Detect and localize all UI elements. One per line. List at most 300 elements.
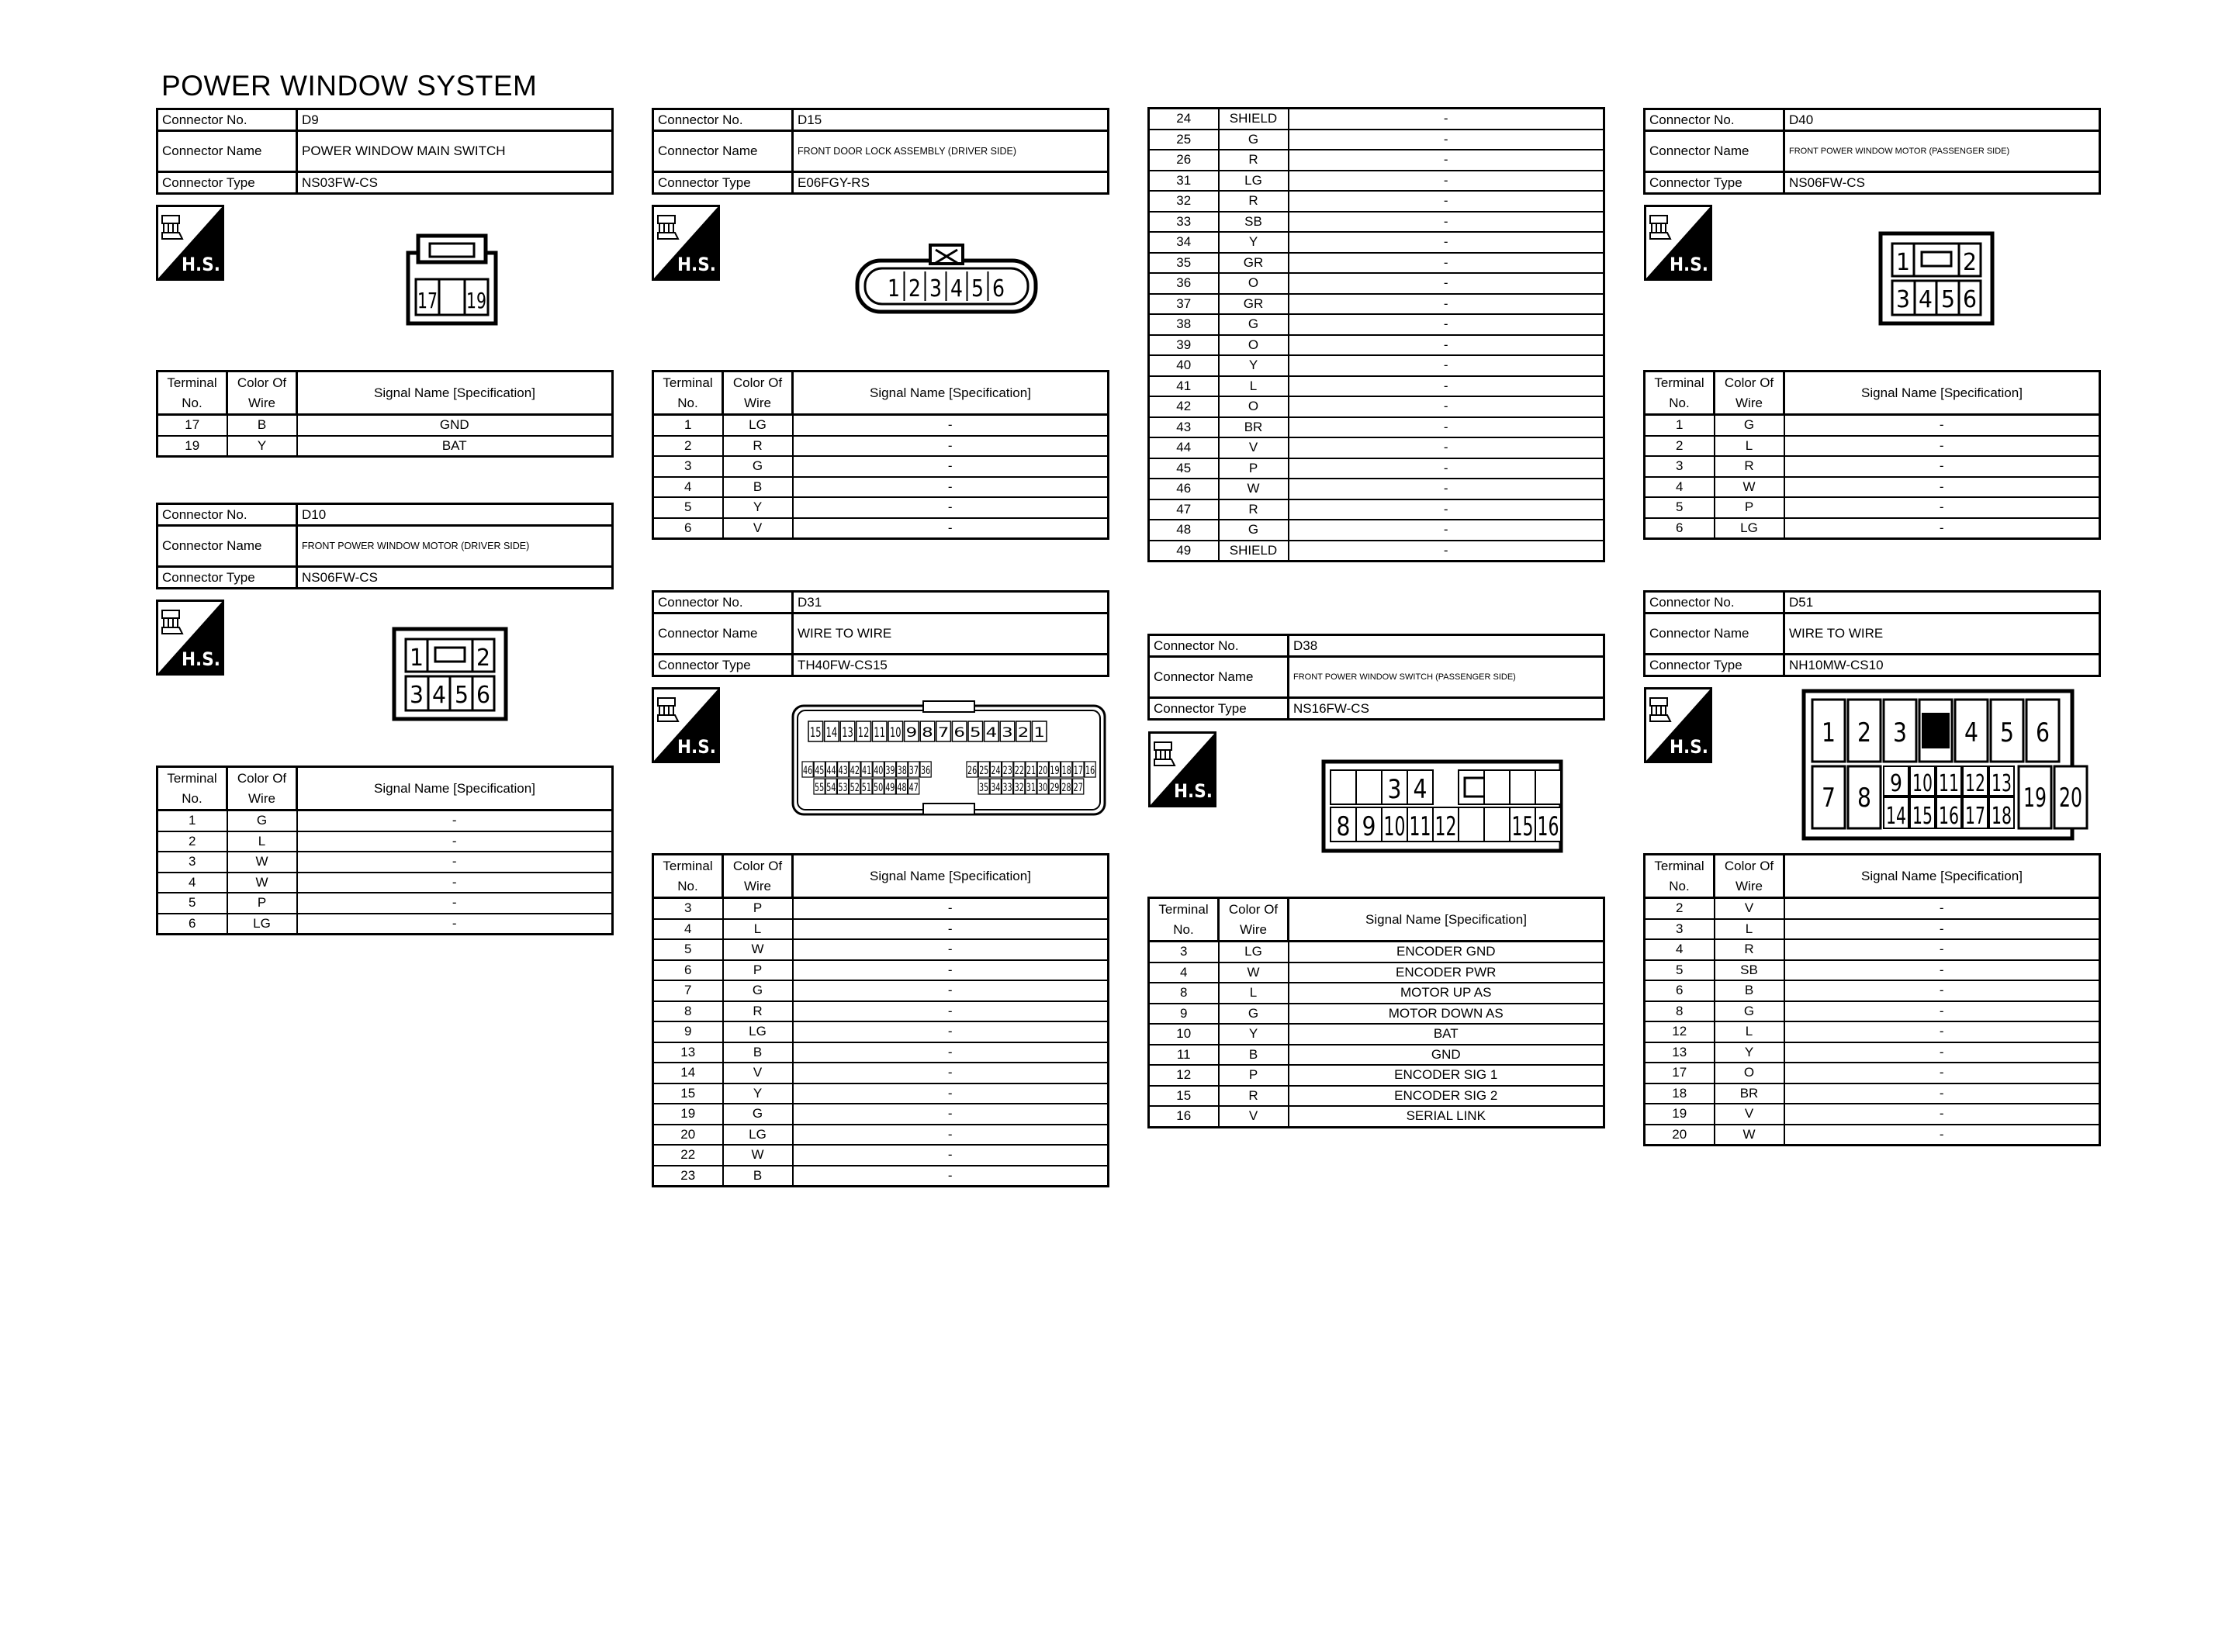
harness-side-icon: [652, 687, 720, 763]
pin-label: 50: [874, 782, 884, 794]
connector-type-value: NH10MW-CS10: [1784, 655, 2100, 676]
signal-name-cell: -: [297, 893, 613, 914]
label-connector-no: Connector No.: [1149, 635, 1289, 657]
terminal-row: [1149, 212, 1604, 233]
signal-name-cell: -: [1289, 417, 1604, 438]
terminal-no-cell: 9: [1149, 1004, 1219, 1025]
terminal-no-cell: 34: [1149, 232, 1219, 253]
terminal-no-cell: 49: [1149, 541, 1219, 562]
pin-label: 16: [1085, 765, 1095, 777]
wire-color-cell: G: [1219, 520, 1289, 541]
label-connector-name: Connector Name: [653, 131, 793, 172]
terminal-row: [1149, 232, 1604, 253]
terminal-no-cell: 37: [1149, 294, 1219, 315]
terminal-row: [653, 960, 1109, 981]
pin-label: 3: [1387, 774, 1402, 805]
terminal-row: [1645, 898, 2100, 919]
terminal-no-cell: 4: [157, 873, 227, 893]
terminal-no-cell: 19: [157, 436, 227, 457]
wire-color-cell: W: [723, 939, 793, 960]
terminal-no-cell: 47: [1149, 499, 1219, 520]
terminal-no-cell: 3: [1645, 919, 1715, 940]
wire-color-cell: SB: [1715, 960, 1784, 981]
signal-name-cell: -: [1784, 518, 2100, 539]
terminal-no-cell: 5: [1645, 960, 1715, 981]
pin-label: 6: [2036, 717, 2050, 748]
signal-name-cell: -: [1784, 436, 2100, 457]
wire-color-cell: O: [1219, 335, 1289, 356]
pin-label: 4: [985, 725, 998, 741]
pin-label: 9: [1890, 770, 1902, 797]
pin-label: 13: [1992, 770, 2012, 797]
pin-label: 3: [929, 275, 942, 302]
wire-color-cell: L: [1219, 376, 1289, 397]
terminal-no-cell: 1: [1645, 415, 1715, 436]
terminal-row: [1645, 1021, 2100, 1042]
terminal-no-cell: 10: [1149, 1024, 1219, 1045]
hs-label: H.S.: [1173, 780, 1213, 802]
terminal-row: [1645, 1063, 2100, 1083]
d10-connector-face-diagram: [392, 627, 508, 721]
connector-no-value: D10: [297, 504, 613, 526]
terminal-row: [1149, 437, 1604, 458]
terminal-row: [1149, 150, 1604, 171]
terminal-no-cell: 23: [653, 1166, 723, 1187]
pin-label: 7: [937, 725, 950, 741]
wire-color-cell: P: [227, 893, 297, 914]
wire-color-cell: L: [1715, 436, 1784, 457]
terminal-row: [1149, 335, 1604, 356]
label-connector-type: Connector Type: [653, 655, 793, 676]
signal-name-cell: -: [1289, 376, 1604, 397]
signal-name-cell: -: [1784, 1104, 2100, 1125]
wire-color-header: Color Of Wire: [723, 855, 793, 898]
signal-name-cell: -: [793, 1104, 1109, 1125]
terminal-no-cell: 12: [1645, 1021, 1715, 1042]
pin-label: 11: [1409, 811, 1431, 842]
connector-no-value: D40: [1784, 109, 2100, 131]
harness-side-icon: [1644, 205, 1712, 281]
terminal-row: [1149, 520, 1604, 541]
wire-color-cell: W: [227, 873, 297, 893]
wire-color-cell: V: [1219, 437, 1289, 458]
pin-label: 9: [1362, 811, 1376, 842]
signal-name-cell: -: [793, 1166, 1109, 1187]
pin-label: 8: [922, 725, 933, 741]
signal-name-cell: -: [1289, 499, 1604, 520]
wire-color-cell: P: [1219, 1065, 1289, 1086]
pin-label: 43: [838, 765, 848, 777]
wire-color-cell: W: [1715, 477, 1784, 498]
pin-label: 45: [815, 765, 825, 777]
terminal-no-cell: 5: [653, 939, 723, 960]
terminal-no-cell: 1: [653, 415, 723, 436]
signal-name-cell: -: [793, 980, 1109, 1001]
pin-label: 16: [1537, 811, 1559, 842]
signal-name-cell: ENCODER SIG 2: [1289, 1086, 1604, 1107]
pin-label: 3: [1002, 725, 1013, 741]
terminal-row: [653, 1001, 1109, 1022]
terminal-no-cell: 15: [653, 1083, 723, 1104]
connector-no-value: D9: [297, 109, 613, 131]
pin-cavity: [1484, 807, 1510, 842]
pin-label: 2: [908, 275, 921, 302]
terminal-row: [1149, 458, 1604, 479]
pin-label: 26: [967, 765, 978, 777]
pin-label: 44: [826, 765, 836, 777]
pin-label: 3: [1896, 286, 1910, 313]
terminal-row: [1645, 518, 2100, 539]
pin-label: 14: [825, 725, 838, 741]
terminal-row: [1149, 417, 1604, 438]
terminal-no-cell: 36: [1149, 273, 1219, 294]
wire-color-cell: R: [1219, 1086, 1289, 1107]
terminal-row: [1645, 1001, 2100, 1022]
label-connector-type: Connector Type: [1645, 172, 1784, 194]
terminal-no-cell: 8: [1149, 983, 1219, 1004]
terminal-no-cell: 19: [1645, 1104, 1715, 1125]
terminal-row: [653, 456, 1109, 477]
terminal-row: [1645, 477, 2100, 498]
d9-terminal-table: [156, 370, 614, 458]
terminal-no-cell: 20: [1645, 1125, 1715, 1146]
signal-name-cell: -: [793, 456, 1109, 477]
terminal-row: [1149, 963, 1604, 983]
terminal-no-cell: 26: [1149, 150, 1219, 171]
terminal-no-header: Terminal No.: [1149, 898, 1219, 942]
pin-label: 23: [1002, 765, 1012, 777]
wire-color-cell: R: [1715, 456, 1784, 477]
pin-label: 30: [1038, 782, 1048, 794]
harness-side-icon: [1148, 731, 1216, 807]
pin-label: 8: [1857, 783, 1871, 814]
signal-name-cell: -: [1289, 314, 1604, 335]
wire-color-cell: BR: [1715, 1083, 1784, 1104]
wire-color-cell: Y: [1219, 232, 1289, 253]
terminal-row: [1645, 939, 2100, 960]
terminal-no-cell: 6: [1645, 518, 1715, 539]
pin-label: 51: [861, 782, 871, 794]
terminal-row: [1149, 355, 1604, 376]
terminal-no-cell: 17: [1645, 1063, 1715, 1083]
pin-label: 29: [1050, 782, 1060, 794]
terminal-no-cell: 2: [157, 831, 227, 852]
terminal-row: [1149, 1045, 1604, 1066]
signal-name-cell: -: [1289, 335, 1604, 356]
signal-name-cell: -: [297, 831, 613, 852]
pin-label: 14: [1886, 803, 1906, 830]
wire-color-header: Color Of Wire: [1715, 372, 1784, 415]
connector-name-value: FRONT DOOR LOCK ASSEMBLY (DRIVER SIDE): [793, 131, 1109, 172]
terminal-no-cell: 44: [1149, 437, 1219, 458]
signal-name-cell: -: [793, 1063, 1109, 1083]
signal-name-cell: -: [1784, 919, 2100, 940]
terminal-no-header: Terminal No.: [157, 372, 227, 415]
pin-label: 6: [953, 725, 965, 741]
connector-name-value: FRONT POWER WINDOW MOTOR (DRIVER SIDE): [297, 526, 613, 567]
terminal-no-header: Terminal No.: [1645, 372, 1715, 415]
terminal-no-cell: 3: [653, 456, 723, 477]
wire-color-cell: W: [1219, 963, 1289, 983]
label-connector-type: Connector Type: [1149, 698, 1289, 720]
wire-color-cell: SB: [1219, 212, 1289, 233]
wire-color-cell: R: [1219, 191, 1289, 212]
terminal-no-cell: 24: [1149, 109, 1219, 130]
terminal-row: [157, 831, 613, 852]
connector-name-value: WIRE TO WIRE: [793, 613, 1109, 655]
terminal-no-cell: 3: [1149, 942, 1219, 963]
wire-color-cell: LG: [723, 1125, 793, 1146]
terminal-no-cell: 38: [1149, 314, 1219, 335]
wire-color-cell: V: [1715, 1104, 1784, 1125]
signal-name-cell: -: [1784, 980, 2100, 1001]
hs-label: H.S.: [181, 648, 221, 670]
signal-name-cell: ENCODER PWR: [1289, 963, 1604, 983]
terminal-no-header: Terminal No.: [653, 372, 723, 415]
terminal-no-cell: 4: [1149, 963, 1219, 983]
terminal-no-cell: 43: [1149, 417, 1219, 438]
wire-color-cell: LG: [227, 914, 297, 935]
signal-name-cell: -: [793, 436, 1109, 457]
terminal-no-cell: 5: [1645, 497, 1715, 518]
pin-label: 17: [1965, 803, 1985, 830]
pin-label: 24: [991, 765, 1001, 777]
wire-color-cell: B: [1715, 980, 1784, 1001]
pin-cavity: [1922, 252, 1951, 266]
d51-header: [1643, 590, 2101, 677]
pin-label: 5: [971, 275, 984, 302]
label-connector-type: Connector Type: [653, 172, 793, 194]
wire-color-cell: LG: [1219, 942, 1289, 963]
signal-name-header: Signal Name [Specification]: [297, 372, 613, 415]
pin-label: 2: [476, 645, 490, 672]
pin-label: 48: [897, 782, 907, 794]
wire-color-cell: SHIELD: [1219, 109, 1289, 130]
terminal-row: [1149, 294, 1604, 315]
wire-color-cell: G: [1715, 1001, 1784, 1022]
terminal-row: [653, 436, 1109, 457]
wire-color-cell: V: [723, 1063, 793, 1083]
pin-cavity: [1484, 770, 1510, 804]
terminal-row: [1645, 919, 2100, 940]
pin-label: 20: [1038, 765, 1048, 777]
wire-color-cell: O: [1715, 1063, 1784, 1083]
pin-label: 2: [1857, 717, 1871, 748]
terminal-row: [1149, 541, 1604, 562]
d15-terminal-table: [652, 370, 1109, 540]
wire-color-cell: O: [1219, 273, 1289, 294]
terminal-row: [157, 415, 613, 436]
terminal-row: [1149, 499, 1604, 520]
pin-label: 2: [1017, 725, 1030, 741]
terminal-row: [1149, 942, 1604, 963]
signal-name-cell: -: [1289, 109, 1604, 130]
terminal-row: [1645, 1042, 2100, 1063]
wire-color-cell: W: [1219, 479, 1289, 499]
wire-color-cell: V: [723, 518, 793, 539]
wire-color-cell: Y: [1715, 1042, 1784, 1063]
signal-name-header: Signal Name [Specification]: [297, 767, 613, 810]
pin-label: 19: [1050, 765, 1060, 777]
terminal-no-cell: 25: [1149, 130, 1219, 150]
terminal-row: [653, 980, 1109, 1001]
signal-name-cell: -: [1784, 1021, 2100, 1042]
wire-color-cell: SHIELD: [1219, 541, 1289, 562]
terminal-row: [1645, 436, 2100, 457]
pin-label: 6: [476, 682, 490, 709]
signal-name-cell: SERIAL LINK: [1289, 1106, 1604, 1127]
signal-name-cell: -: [297, 914, 613, 935]
wire-color-cell: B: [1219, 1045, 1289, 1066]
pin-label: 37: [908, 765, 919, 777]
terminal-row: [653, 477, 1109, 498]
pin-label: 3: [1893, 717, 1907, 748]
pin-label: 22: [1014, 765, 1024, 777]
signal-name-cell: -: [1784, 1063, 2100, 1083]
terminal-no-cell: 1: [157, 810, 227, 831]
pin-cavity: [1510, 770, 1535, 804]
terminal-row: [653, 939, 1109, 960]
wire-color-cell: R: [1219, 499, 1289, 520]
wire-color-cell: G: [1219, 314, 1289, 335]
pin-label: 17: [1073, 765, 1083, 777]
pin-label: 1: [1033, 725, 1045, 741]
wire-color-cell: GR: [1219, 294, 1289, 315]
terminal-row: [1149, 376, 1604, 397]
connector-name-value: FRONT POWER WINDOW MOTOR (PASSENGER SIDE): [1784, 131, 2100, 172]
pin-label: 11: [1939, 770, 1959, 797]
pin-cavity: [1356, 770, 1382, 804]
terminal-no-header: Terminal No.: [1645, 855, 1715, 898]
pin-label: 2: [1963, 249, 1977, 276]
terminal-no-cell: 4: [653, 477, 723, 498]
signal-name-header: Signal Name [Specification]: [793, 372, 1109, 415]
label-connector-no: Connector No.: [653, 592, 793, 613]
terminal-no-cell: 3: [653, 898, 723, 919]
pin-label: 4: [1413, 774, 1427, 805]
pin-label: 53: [838, 782, 848, 794]
label-connector-type: Connector Type: [157, 567, 297, 589]
pin-label: 5: [455, 682, 469, 709]
signal-name-cell: -: [793, 1083, 1109, 1104]
pin-label: 32: [1014, 782, 1024, 794]
label-connector-name: Connector Name: [157, 131, 297, 172]
pin-label: 17: [417, 288, 438, 313]
terminal-row: [653, 919, 1109, 940]
pin-label: 12: [1965, 770, 1985, 797]
terminal-row: [157, 810, 613, 831]
pin-label: 5: [2000, 717, 2014, 748]
wire-color-cell: G: [723, 1104, 793, 1125]
d10-header: [156, 503, 614, 589]
signal-name-cell: -: [1289, 458, 1604, 479]
terminal-no-cell: 42: [1149, 396, 1219, 417]
terminal-no-cell: 41: [1149, 376, 1219, 397]
terminal-no-cell: 31: [1149, 171, 1219, 192]
pin-label: 34: [991, 782, 1001, 794]
signal-name-cell: -: [793, 939, 1109, 960]
wire-color-cell: O: [1219, 396, 1289, 417]
signal-name-cell: -: [1784, 497, 2100, 518]
terminal-row: [653, 1104, 1109, 1125]
signal-name-cell: GND: [297, 415, 613, 436]
terminal-no-cell: 11: [1149, 1045, 1219, 1066]
pin-label: 5: [1941, 286, 1955, 313]
d38-connector-face-diagram: [1321, 759, 1563, 853]
signal-name-cell: -: [1289, 437, 1604, 458]
terminal-row: [1645, 497, 2100, 518]
pin-label: 6: [992, 275, 1005, 302]
hs-label: H.S.: [181, 254, 221, 275]
wire-color-cell: L: [227, 831, 297, 852]
d38-header: [1147, 634, 1605, 721]
signal-name-cell: -: [1289, 171, 1604, 192]
wire-color-cell: G: [723, 980, 793, 1001]
pin-label: 25: [979, 765, 989, 777]
connector-name-value: WIRE TO WIRE: [1784, 613, 2100, 655]
pin-label: 55: [815, 782, 825, 794]
d9-header: [156, 108, 614, 195]
pin-label: 15: [1912, 803, 1933, 830]
pin-label: 6: [1963, 286, 1977, 313]
pin-label: 40: [874, 765, 884, 777]
pin-label: 47: [908, 782, 919, 794]
signal-name-cell: -: [793, 898, 1109, 919]
terminal-row: [653, 1166, 1109, 1187]
hs-label: H.S.: [677, 736, 717, 758]
terminal-no-cell: 19: [653, 1104, 723, 1125]
wire-color-cell: G: [723, 456, 793, 477]
pin-label: 4: [950, 275, 963, 302]
terminal-row: [157, 873, 613, 893]
terminal-no-cell: 2: [1645, 898, 1715, 919]
d10-terminal-table: [156, 766, 614, 935]
signal-name-cell: -: [297, 810, 613, 831]
terminal-row: [1149, 396, 1604, 417]
wire-color-cell: R: [1219, 150, 1289, 171]
terminal-no-cell: 35: [1149, 253, 1219, 274]
wire-color-cell: G: [227, 810, 297, 831]
d31-terminal-table-continued: [1147, 107, 1605, 562]
wire-color-cell: V: [1219, 1106, 1289, 1127]
signal-name-cell: -: [1784, 960, 2100, 981]
connector-no-value: D31: [793, 592, 1109, 613]
connector-name-value: POWER WINDOW MAIN SWITCH: [297, 131, 613, 172]
signal-name-cell: -: [1784, 1125, 2100, 1146]
terminal-no-cell: 12: [1149, 1065, 1219, 1086]
signal-name-cell: BAT: [1289, 1024, 1604, 1045]
pin-cavity: [435, 648, 465, 662]
pin-label: 31: [1026, 782, 1036, 794]
connector-type-value: NS06FW-CS: [1784, 172, 2100, 194]
pin-label: 9: [905, 725, 918, 741]
pin-label: 10: [1912, 770, 1933, 797]
wire-color-cell: R: [723, 1001, 793, 1022]
terminal-no-cell: 6: [653, 518, 723, 539]
signal-name-cell: -: [793, 919, 1109, 940]
label-connector-name: Connector Name: [1645, 613, 1784, 655]
terminal-no-cell: 4: [653, 919, 723, 940]
signal-name-cell: -: [1289, 191, 1604, 212]
label-connector-no: Connector No.: [1645, 109, 1784, 131]
signal-name-cell: -: [793, 1145, 1109, 1166]
signal-name-cell: -: [297, 852, 613, 873]
signal-name-cell: -: [1784, 1083, 2100, 1104]
terminal-row: [653, 1063, 1109, 1083]
connector-type-value: NS03FW-CS: [297, 172, 613, 194]
signal-name-cell: -: [793, 1042, 1109, 1063]
signal-name-cell: -: [1289, 479, 1604, 499]
